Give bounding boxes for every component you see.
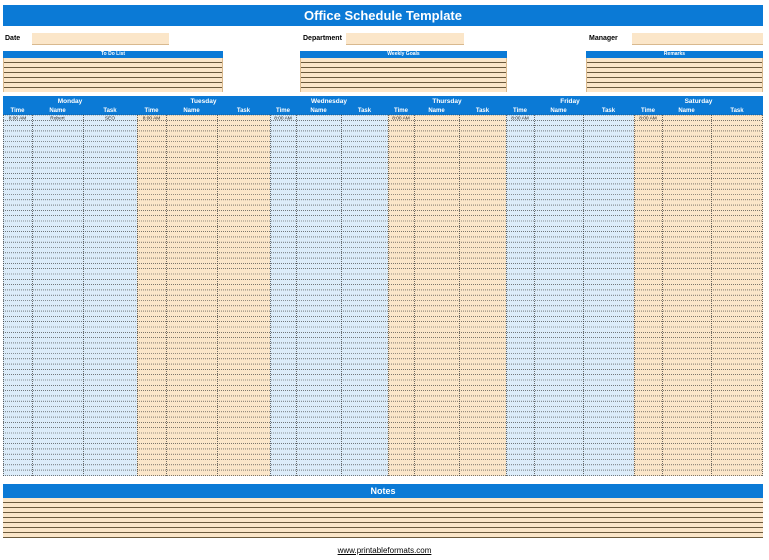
weekly-goals-heading: Weekly Goals <box>300 51 507 58</box>
column-label: Name <box>550 108 567 114</box>
footer-link[interactable]: www.printableformats.com <box>337 546 432 555</box>
day-label-saturday: Saturday <box>684 98 713 105</box>
column-label: Name <box>49 108 66 114</box>
date-field[interactable] <box>32 33 169 45</box>
schedule-cell-text: 8:00 AM <box>274 116 292 122</box>
notes-heading: Notes <box>3 484 763 498</box>
department-label: Department <box>303 35 342 42</box>
day-label-tuesday: Tuesday <box>190 98 217 105</box>
day-label-wednesday: Wednesday <box>310 98 348 105</box>
column-body[interactable] <box>414 115 459 476</box>
schedule-cell-text: 8:00 AM <box>8 116 27 122</box>
schedule-cell-text: Robert <box>50 116 65 122</box>
column-body[interactable] <box>341 115 388 476</box>
column-label: Name <box>678 108 695 114</box>
schedule-cell-text: 8:00 AM <box>392 116 410 122</box>
page-title: Office Schedule Template <box>3 5 763 26</box>
column-label: Task <box>601 108 616 114</box>
manager-field[interactable] <box>632 33 763 45</box>
column-label: Time <box>10 108 25 114</box>
column-label: Time <box>394 108 408 114</box>
column-label: Time <box>144 108 159 114</box>
schedule-cell-text: 8:00 AM <box>142 116 161 122</box>
manager-label: Manager <box>589 35 618 42</box>
remarks-area[interactable] <box>586 58 763 92</box>
column-label: Task <box>236 108 251 114</box>
column-label: Time <box>276 108 290 114</box>
day-label-friday: Friday <box>560 98 580 105</box>
column-label: Task <box>730 108 744 114</box>
column-body[interactable] <box>583 115 634 476</box>
column-label: Time <box>513 108 527 114</box>
day-label-monday: Monday <box>57 98 83 105</box>
column-label: Name <box>183 108 200 114</box>
notes-area[interactable] <box>3 498 763 538</box>
schedule-cell-text: SEO <box>104 116 116 122</box>
date-label: Date <box>5 35 21 42</box>
column-label: Time <box>641 108 655 114</box>
todo-heading: To Do List <box>3 51 223 58</box>
remarks-heading: Remarks <box>586 51 763 58</box>
column-label: Task <box>475 108 490 114</box>
todo-list-area[interactable] <box>3 58 223 92</box>
column-label: Task <box>357 108 372 114</box>
column-label: Name <box>310 108 327 114</box>
department-field[interactable] <box>346 33 464 45</box>
weekly-goals-area[interactable] <box>300 58 507 92</box>
column-body[interactable] <box>459 115 506 476</box>
column-body[interactable] <box>296 115 341 476</box>
schedule-cell-text: 8:00 AM <box>511 116 529 122</box>
column-label: Task <box>103 108 117 114</box>
day-label-thursday: Thursday <box>432 98 462 105</box>
schedule-cell-text: 8:00 AM <box>639 116 657 122</box>
column-label: Name <box>428 108 445 114</box>
schedule-grid <box>3 96 763 476</box>
